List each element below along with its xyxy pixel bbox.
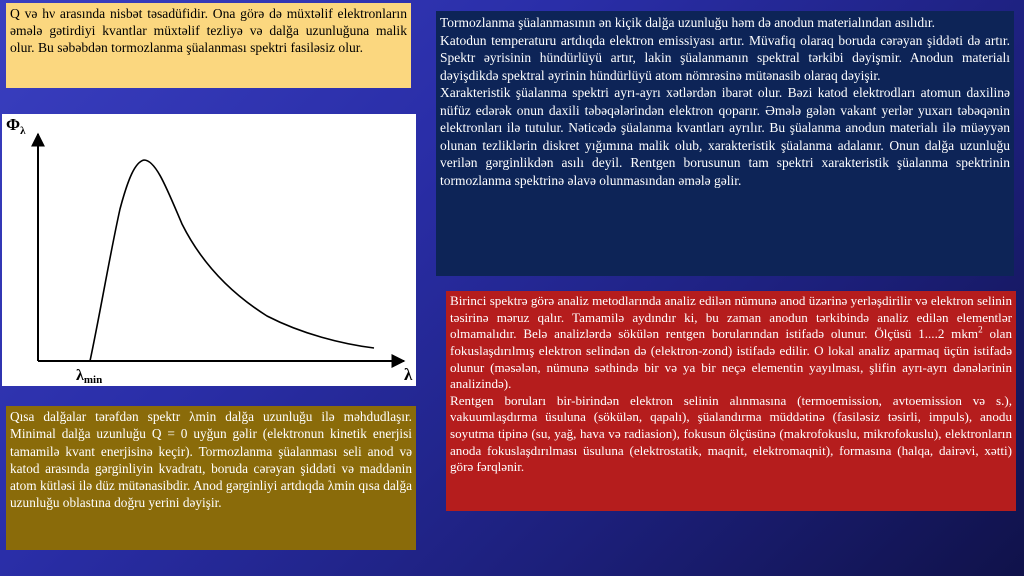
top-left-text-box <box>6 3 411 88</box>
x-axis-label: λ <box>404 365 413 384</box>
lambda-min-label: λmin <box>76 367 103 386</box>
top-right-paragraph-1: Tormozlanma şüalanmasının ən kiçik dalğa uzunluğu həm də anodun materialından asılıdır. <box>440 15 936 30</box>
top-left-paragraph: Q və hν arasında nisbət təsadüfidir. Ona görə də müxtəlif elektronların əmələ gətirdiyi kvantlar müxtəlif tezliyə və dalğa uzunluğuna malik olur. Bu səbəbdən tormozlanma şüalanması spektri fasiləsiz olur. <box>10 6 407 56</box>
bottom-left-paragraph: Qısa dalğalar tərəfdən spektr λmin dalğa uzunluğu ilə məhdudlaşır. Minimal dalğa uzunluğu Q = 0 uyğun gəlir (elektronun kinetik enerjisi tamamilə kvant enerjisinə keçir). Tormozlanma şüalanması seli anod və katod arasında gərginliyin kvadratı, boruda cərəyan şiddəti və maddənin atom kütləsi ilə düz mütənasibdir. Anod gərginliyi artdıqda λmin qısa dalğa uzunluğu oblastına doğru yerini dəyişir. <box>10 409 412 511</box>
middle-right-paragraph-2: Rentgen boruları bir-birindən elektron selinin alınmasına (termoemission, avtoemission və s.), vakuumlaşdırma üsuluna (sökülən, qapalı), şüalandırma müddətinə (fasiləsiz təsirli, impuls), anodu soyutma tipinə (su, yağ, hava və radiasion), fokusun ölçüsünə (makrofokuslu, mikrofokuslu), elektronların anoda fokuslaşdırılması üsuluna (elektrostatik, maqnit, elektromaqnit), formasına (halqa, dairəvi, xətti) görə fərqlənir. <box>450 392 1012 475</box>
top-right-text-box <box>436 11 1014 276</box>
middle-right-paragraph-1: Birinci spektrə görə analiz metodlarında analiz edilən nümunə anod üzərinə yerləşdirilir və elektron selinin təsirinə məruz qalır. Tamamilə aydındır ki, bu zaman anodun tərkibində analiz edilən elementlər olmamalıdır. Belə analizlərdə sökülən rentgen borularından istifadə olunur. Ölçüsü 1....2 mkm$^2$ olan fokuslaşdırılmış elektron selindən də (elektron-zond) istifadə edilir. O lokal analiz aparmaq üçün istifadə olunur (məsələn, nümunə səthində bir və ya bir neçə elementin yayılması, şlifin ayrı-ayrı dənələrinin analizində). <box>450 293 1012 392</box>
top-right-paragraph-2: Katodun temperaturu artdıqda elektron emissiyası artır. Müvafiq olaraq boruda cərəyan şiddəti də artır. Spektr əyrisinin hündürlüyü artır, lakin şüalanmanın spektral tərkibi dəyişmir. Anodun materialı dəyişdikdə spektral əyrinin hündürlüyü atom nömrəsinə mütənasib olaraq dəyişir. <box>440 32 1010 83</box>
middle-right-text-box <box>446 291 1016 511</box>
y-axis-label: $\Phi_\lambda$ <box>6 115 26 137</box>
bottom-left-text-box <box>6 406 416 550</box>
top-right-paragraph-3: Xarakteristik şüalanma spektri ayrı-ayrı xətlərdən ibarət olur. Bəzi katod elektrodları atomun daxilinə nüfüz edərək onun daxili təbəqələrindən elektron qoparır. Əmələ gələn vakant yerlər yuxarı təbəqənin elektronları ilə tutulur. Nəticədə şüalanma kvantları ayrılır. Bu şüalanma anodun materialı ilə müəyyən olunan tezliklərin diskret yığımına malik olub, xarakteristik şüalanma adalanır. Onun dalğa uzunluğu verilən gərginlikdən asılı deyil. Rentgen borusunun tam spektri xarakteristik şüalanma spektrinin tormozlanma spektrinə əlavə olunmasından əmələ gəlir. <box>440 85 1010 188</box>
spectrum-graph <box>2 114 416 386</box>
spectrum-curve <box>90 160 374 361</box>
spectrum-graph-svg <box>2 114 416 386</box>
